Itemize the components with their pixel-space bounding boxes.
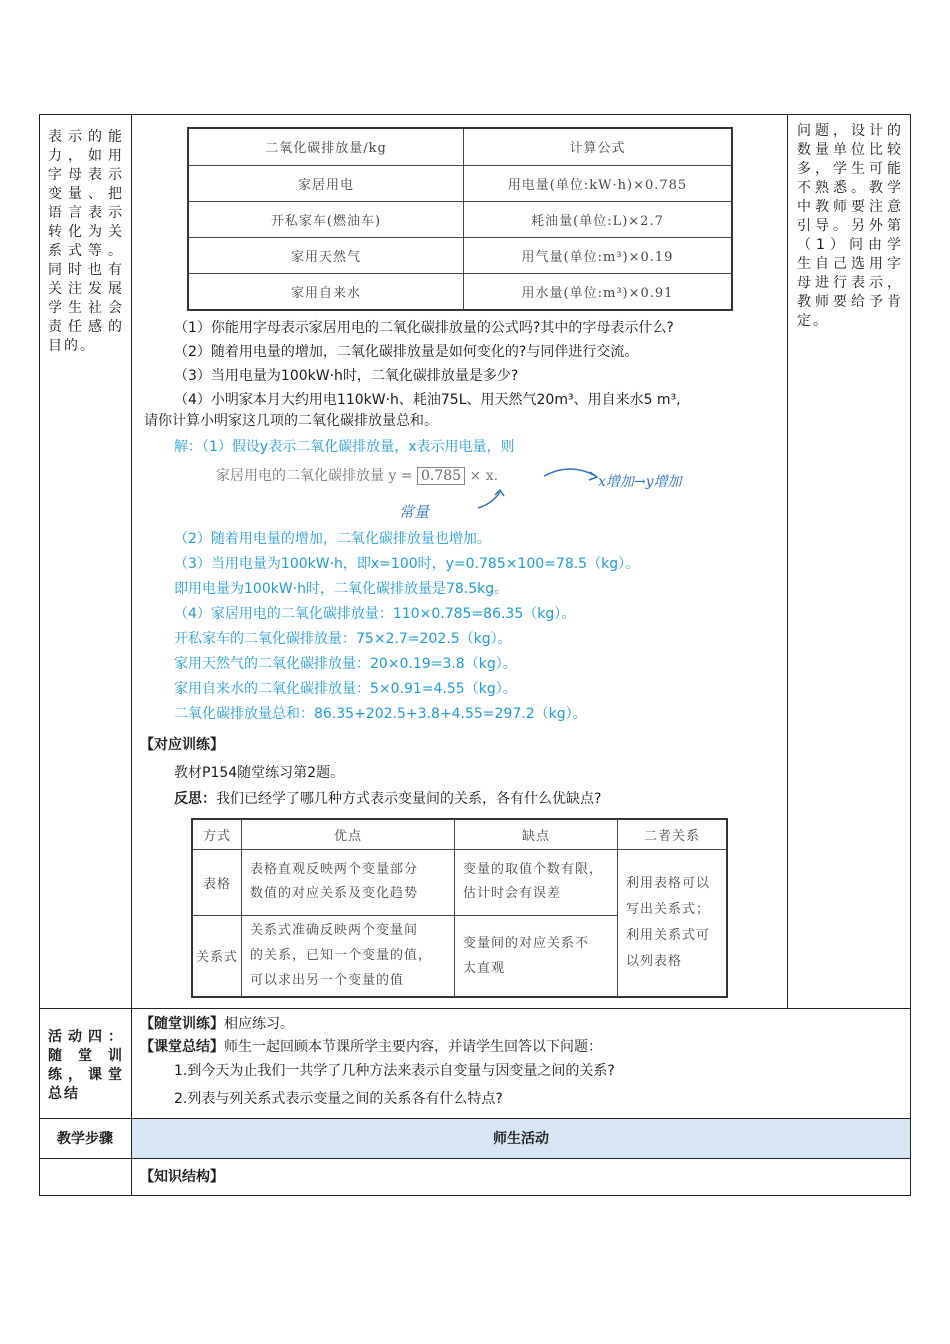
reflection bbox=[174, 788, 601, 810]
solution-intro: 解：（1）假设y表示二氧化碳排放量，x表示用电量，则 bbox=[174, 439, 515, 455]
question-3: （3）当用电量为100kW·h时，二氧化碳排放量是多少? bbox=[174, 368, 519, 384]
table-cell: 用电量(单位:kW·h)×0.785 bbox=[464, 165, 733, 201]
practice-heading: 【随堂训练】 bbox=[140, 1016, 224, 1032]
solution-line: （2）随着用电量的增加，二氧化碳排放量也增加。 bbox=[174, 531, 491, 547]
table-cell: 耗油量(单位:L)×2.7 bbox=[464, 201, 733, 237]
cell-line: 可以求出另一个变量的值 bbox=[250, 973, 405, 989]
summary-line bbox=[140, 1036, 602, 1058]
table-cell: 用气量(单位:m³)×0.19 bbox=[464, 237, 733, 273]
arrow-to-constant bbox=[478, 492, 500, 508]
practice-text: 相应练习。 bbox=[224, 1016, 294, 1032]
table-header-cell: 二者关系 bbox=[618, 819, 728, 849]
table-header-cell: 缺点 bbox=[455, 819, 618, 849]
table-header-cell: 优点 bbox=[242, 819, 455, 849]
carbon-emission-table bbox=[187, 127, 733, 311]
cell-line: 变量间的对应关系不 bbox=[463, 935, 590, 951]
question-1: （1）你能用字母表示家居用电的二氧化碳排放量的公式吗?其中的字母表示什么? bbox=[174, 320, 674, 336]
solution-line: 即用电量为100kW·h时，二氧化碳排放量是78.5kg。 bbox=[174, 581, 509, 597]
solution-line: （3）当用电量为100kW·h，即x=100时，y=0.785×100=78.5（kg）。 bbox=[174, 556, 640, 572]
right-note: 问题，设计的数量单位比较多，学生可能不熟悉。教学中教师要注意引导。另外第（1）问由学生自己选用字母进行表示，教师要给予肯定。 bbox=[797, 123, 903, 329]
cell-line: 关系式准确反映两个变量间 bbox=[250, 923, 419, 939]
training-text: 教材P154随堂练习第2题。 bbox=[174, 765, 345, 781]
column-divider-right bbox=[787, 114, 788, 1008]
cell-line: 数值的对应关系及变化趋势 bbox=[250, 886, 419, 901]
question-2: （2）随着用电量的增加，二氧化碳排放量是如何变化的?与同伴进行交流。 bbox=[174, 344, 639, 360]
table-cell: 用水量(单位:m³)×0.91 bbox=[464, 273, 733, 310]
header-teaching-steps: 教学步骤 bbox=[57, 1131, 113, 1147]
annotation-constant: 常量 bbox=[399, 503, 430, 521]
summary-heading: 【课堂总结】 bbox=[140, 1039, 224, 1055]
table-cell bbox=[455, 915, 618, 997]
table-cell: 开私家车(燃油车) bbox=[188, 201, 464, 237]
cell-line: 利用关系式可 bbox=[626, 927, 711, 943]
annotation-increase: x增加→y增加 bbox=[598, 474, 682, 490]
table-cell bbox=[242, 849, 455, 915]
column-divider-left bbox=[131, 114, 132, 1196]
formula-suffix: × x. bbox=[469, 468, 499, 484]
solution-line: （4）家居用电的二氧化碳排放量：110×0.785=86.35（kg）。 bbox=[174, 606, 576, 622]
training-heading: 【对应训练】 bbox=[140, 737, 224, 753]
solution-line: 家用自来水的二氧化碳排放量：5×0.91=4.55（kg）。 bbox=[174, 681, 517, 697]
solution-line: 开私家车的二氧化碳排放量：75×2.7=202.5（kg）。 bbox=[174, 631, 512, 647]
summary-question-1: 1.到今天为止我们一共学了几种方法来表示自变量与因变量之间的关系? bbox=[174, 1063, 615, 1079]
cell-line: 估计时会有误差 bbox=[463, 886, 562, 901]
arrow-to-note bbox=[544, 469, 596, 476]
table-header-cell: 方式 bbox=[192, 819, 242, 849]
table-cell bbox=[455, 849, 618, 915]
table-cell: 表格 bbox=[192, 849, 242, 915]
table-cell: 家用自来水 bbox=[188, 273, 464, 310]
cell-line: 变量的取值个数有限， bbox=[463, 862, 604, 877]
question-4-continued: 请你计算小明家这几项的二氧化碳排放量总和。 bbox=[144, 413, 438, 429]
solution-line: 二氧化碳排放量总和：86.35+202.5+3.8+4.55=297.2（kg）。 bbox=[174, 706, 587, 722]
cell-line: 写出关系式； bbox=[626, 901, 711, 917]
activity4-label: 活动四：随堂训练，课堂总结 bbox=[48, 1029, 124, 1102]
cell-line: 太直观 bbox=[463, 960, 506, 976]
table-header-cell: 二氧化碳排放量/kg bbox=[188, 128, 464, 165]
left-note: 表示的能力，如用字母表示变量、把语言表示转化为关系式等。同时也有关注发展学生社会责任感的目的。 bbox=[48, 129, 124, 354]
solution-line: 家用天然气的二氧化碳排放量：20×0.19=3.8（kg）。 bbox=[174, 656, 517, 672]
table-cell: 家用天然气 bbox=[188, 237, 464, 273]
table-cell: 关系式 bbox=[192, 915, 242, 997]
summary-text: 师生一起回顾本节课所学主要内容，并请学生回答以下问题： bbox=[224, 1039, 602, 1055]
formula-prefix: 家居用电的二氧化碳排放量 y = bbox=[216, 468, 413, 484]
table-cell bbox=[242, 915, 455, 997]
table-header-cell: 计算公式 bbox=[464, 128, 733, 165]
cell-line: 利用表格可以 bbox=[626, 875, 711, 891]
header-activities: 师生活动 bbox=[493, 1131, 549, 1147]
table-cell: 家居用电 bbox=[188, 165, 464, 201]
reflection-text: 我们已经学了哪几种方式表示变量间的关系，各有什么优缺点? bbox=[216, 791, 602, 807]
knowledge-structure-heading: 【知识结构】 bbox=[140, 1169, 224, 1185]
formula-constant: 0.785 bbox=[417, 467, 465, 485]
summary-question-2: 2.列表与列关系式表示变量之间的关系各有什么特点? bbox=[174, 1091, 503, 1107]
row-divider bbox=[39, 1008, 911, 1009]
table-cell bbox=[618, 849, 728, 997]
cell-line: 的关系，已知一个变量的值， bbox=[250, 948, 433, 964]
comparison-table bbox=[191, 818, 728, 998]
question-4: （4）小明家本月大约用电110kW·h、耗油75L、用天然气20m³、用自来水5 m³, bbox=[174, 392, 681, 408]
cell-line: 表格直观反映两个变量部分 bbox=[250, 862, 419, 877]
cell-line: 以列表格 bbox=[626, 953, 683, 969]
row-divider bbox=[39, 1158, 911, 1159]
reflection-label: 反思： bbox=[174, 791, 216, 807]
row-divider bbox=[39, 1118, 911, 1119]
practice-line bbox=[140, 1013, 294, 1035]
